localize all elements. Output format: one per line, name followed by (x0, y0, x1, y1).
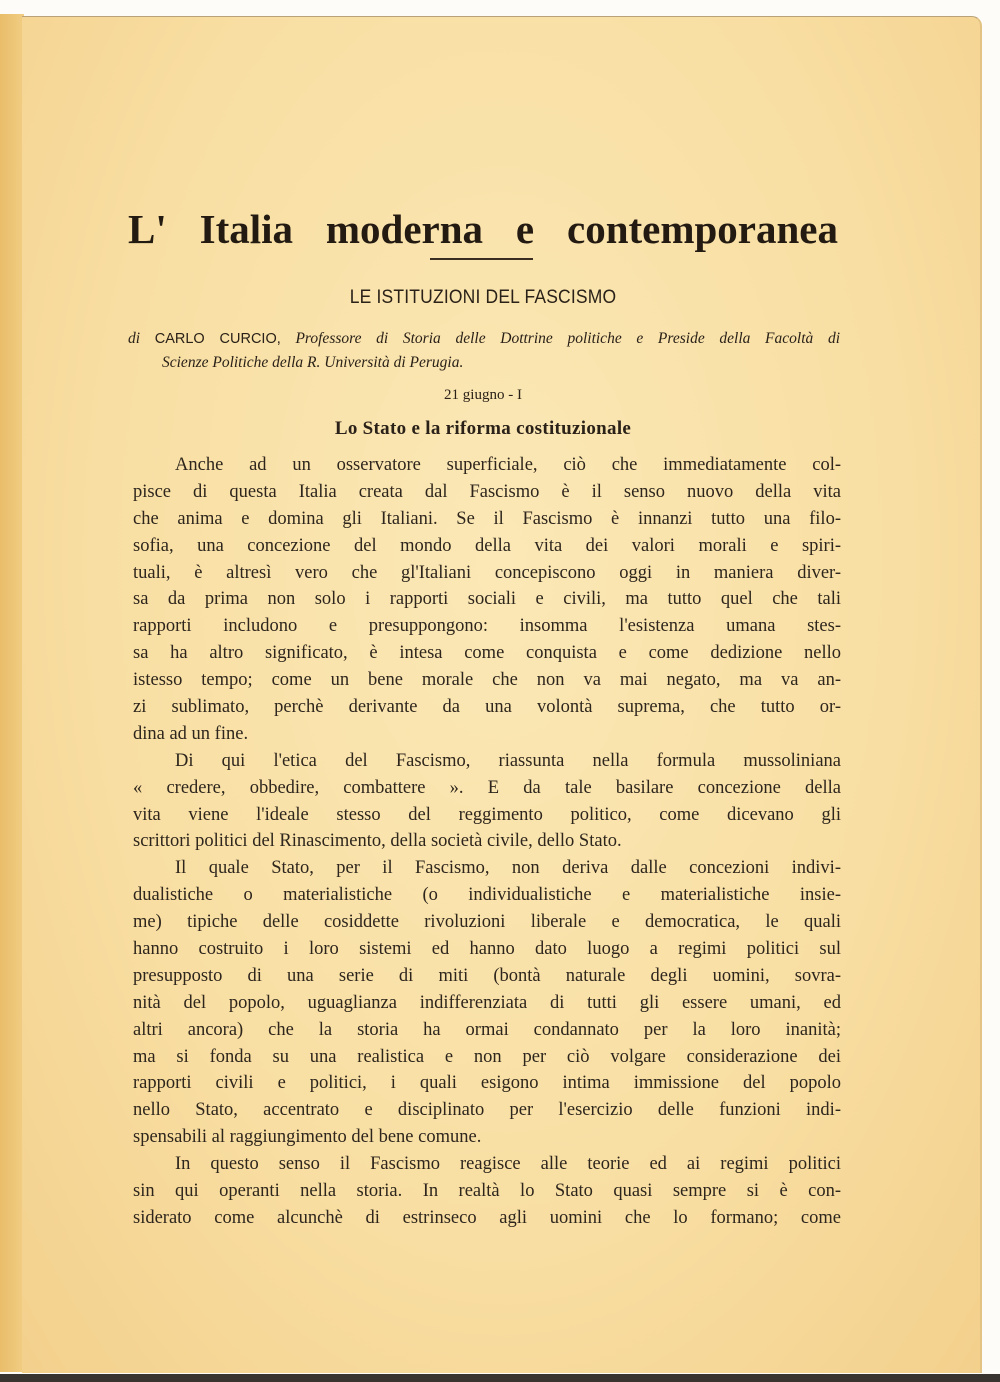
body-text (133, 452, 841, 1232)
text-line: sofia, una concezione del mondo della vita dei valori morali e spiri- (133, 535, 841, 556)
paragraph (133, 1151, 841, 1232)
author-name: CARLO CURCIO, (154, 331, 281, 347)
text-line: sa ha altro significato, è intesa come conquista e come dedizione nello (133, 643, 841, 664)
text-line: tuali, è altresì vero che gl'Italiani concepiscono oggi in maniera diver- (133, 562, 841, 583)
text-line: presupposto di una serie di miti (bontà naturale degli uomini, sovra- (133, 965, 841, 986)
page-title: L' Italia moderna e contemporanea (128, 206, 838, 252)
text-line: nello Stato, accentrato e disciplinato per l'esercizio delle funzioni indi- (133, 1100, 841, 1121)
text-line: istesso tempo; come un bene morale che non va mai negato, ma va an- (133, 670, 841, 691)
text-line: hanno costruito i loro sistemi ed hanno dato luogo a regimi politici sul (133, 939, 841, 960)
text-line: scrittori politici del Rinascimento, della società civile, dello Stato. (133, 831, 622, 852)
text-line: pisce di questa Italia creata dal Fascismo è il senso nuovo della vita (133, 481, 841, 502)
title-rule (430, 258, 533, 260)
text-line: siderato come alcunchè di estrinseco agli uomini che lo formano; come (133, 1207, 841, 1228)
section-heading: Lo Stato e la riforma costituzionale (334, 418, 632, 439)
paragraph (133, 748, 841, 856)
text-line: Anche ad un osservatore superficiale, ciò che immediatamente col- (175, 455, 841, 475)
paragraph (133, 855, 841, 1151)
author-prefix: di (128, 330, 141, 347)
text-line: spensabili al raggiungimento del bene comune. (133, 1127, 482, 1148)
author-affiliation: Scienze Politiche della R. Università di Perugia. (162, 354, 464, 371)
text-line: dualistiche o materialistiche (o individualistiche e materialistiche insie- (133, 885, 841, 906)
page-edge-left (0, 14, 24, 1372)
text-line: vita viene l'ideale stesso del reggimento politico, come dicevano gli (133, 804, 841, 825)
text-line: rapporti includono e presuppongono: insomma l'esistenza umana stes- (133, 616, 841, 637)
text-line: zi sublimato, perchè derivante da una volontà suprema, che tutto or- (133, 697, 841, 718)
text-line: sin qui operanti nella storia. In realtà lo Stato quasi sempre si è con- (133, 1181, 841, 1202)
author-line (128, 327, 840, 351)
text-line: me) tipiche delle cosiddette rivoluzioni liberale e democratica, le quali (133, 912, 841, 933)
text-line: In questo senso il Fascismo reagisce alle teorie ed ai regimi politici (175, 1154, 841, 1175)
text-line: che anima e domina gli Italiani. Se il Fascismo è innanzi tutto una filo- (133, 508, 841, 529)
text-line: sa da prima non solo i rapporti sociali e civili, ma tutto quel che tali (133, 589, 841, 610)
scan-bottom-border (0, 1374, 1000, 1382)
paragraph (133, 452, 841, 748)
text-line: altri ancora) che la storia ha ormai condannato per la loro inanità; (133, 1019, 841, 1040)
text-line: Di qui l'etica del Fascismo, riassunta nella formula mussoliniana (175, 750, 841, 771)
subtitle: LE ISTITUZIONI DEL FASCISMO (349, 287, 617, 308)
author-title: Professore di Storia delle Dottrine politiche e Preside della Facoltà di (295, 330, 840, 347)
text-line: nità del popolo, uguaglianza indifferenziata di tutti gli essere umani, ed (133, 992, 841, 1013)
text-line: rapporti civili e politici, i quali esigono intima immissione del popolo (133, 1073, 841, 1094)
date: 21 giugno - I (444, 387, 522, 403)
text-line: ma si fonda su una realistica e non per ciò volgare considerazione dei (133, 1046, 841, 1067)
text-line: Il quale Stato, per il Fascismo, non deriva dalle concezioni indivi- (175, 858, 841, 879)
text-line: « credere, obbedire, combattere ». E da tale basilare concezione della (133, 777, 841, 798)
text-line: dina ad un fine. (133, 723, 249, 744)
